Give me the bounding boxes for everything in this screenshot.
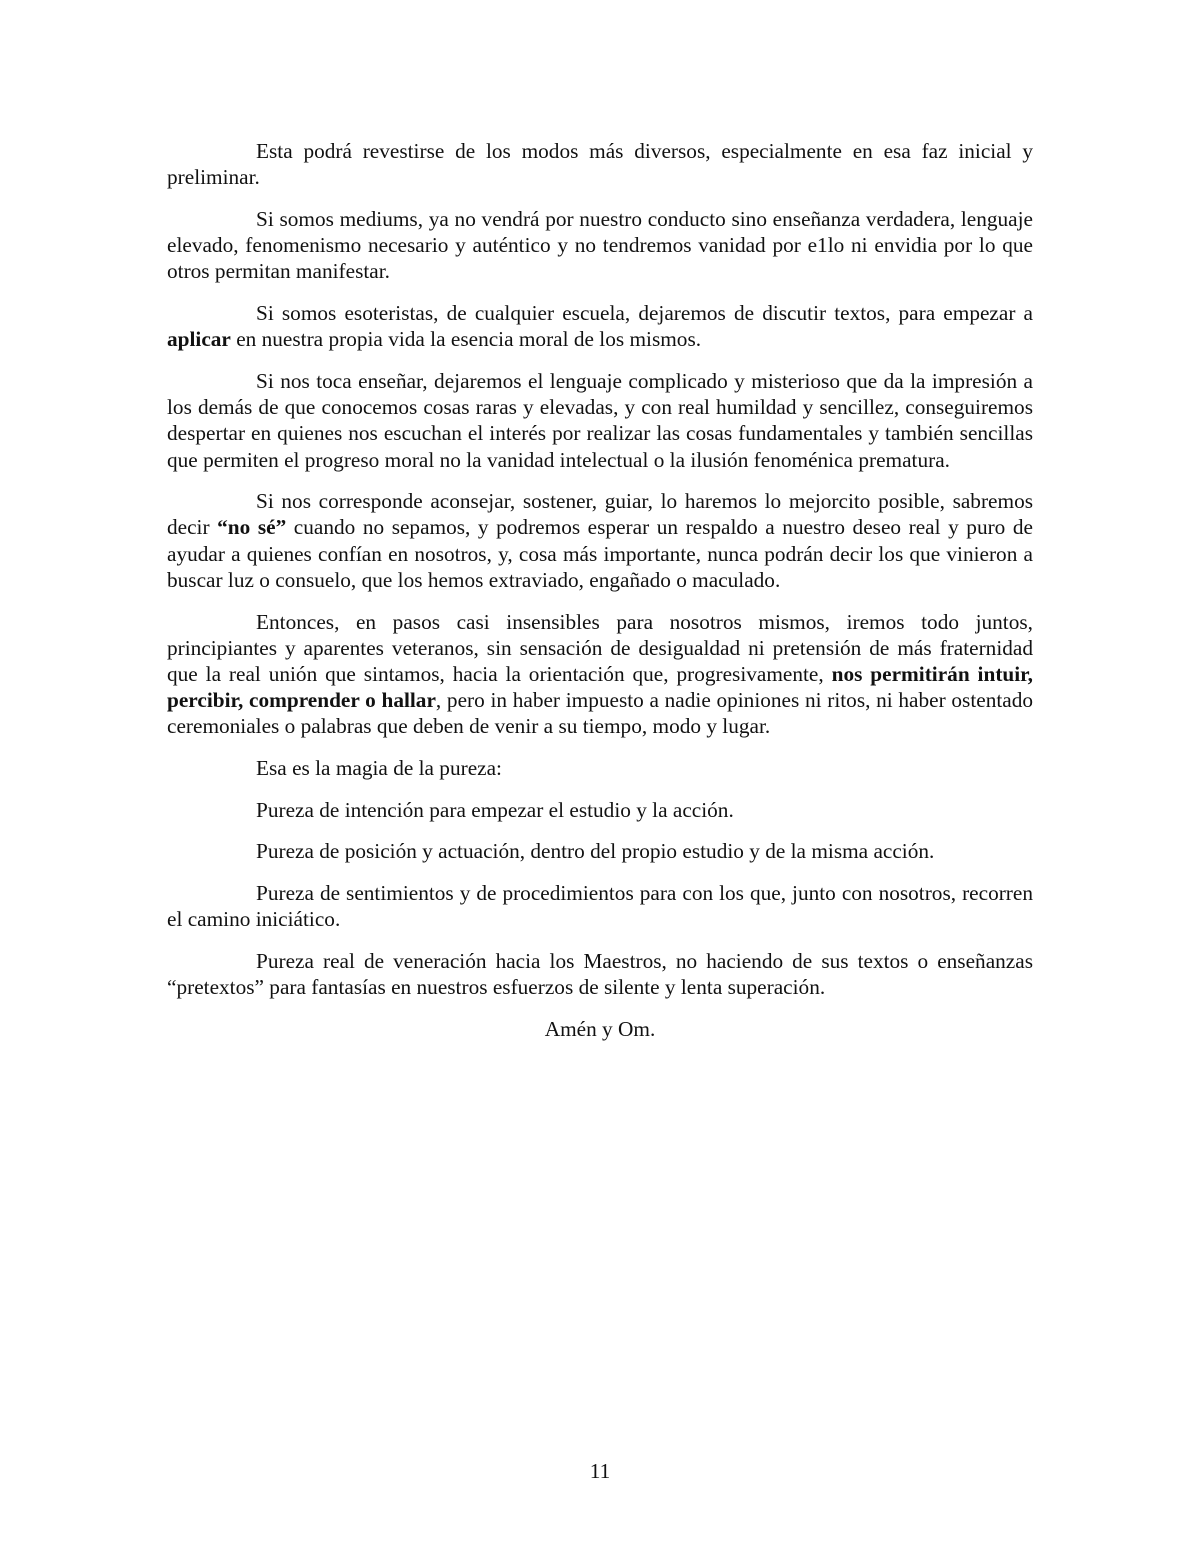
paragraph bbox=[167, 206, 1033, 285]
paragraph bbox=[167, 880, 1033, 932]
bold-text: aplicar bbox=[167, 327, 231, 352]
body-text bbox=[167, 138, 1033, 1000]
text-segment: Pureza de posición y actuación, dentro del propio estudio y de la misma acción. bbox=[256, 839, 935, 864]
bold-text: “no sé” bbox=[217, 515, 287, 540]
paragraph bbox=[167, 797, 1033, 823]
text-segment: Pureza real de veneración hacia los Maestros, no haciendo de sus textos o enseñanzas “pretextos” para fantasías en nuestros esfuerzos de silente y lenta superación. bbox=[167, 949, 1033, 1000]
paragraph bbox=[167, 138, 1033, 190]
paragraph bbox=[167, 488, 1033, 593]
text-segment: Si somos esoteristas, de cualquier escuela, dejaremos de discutir textos, para empezar a bbox=[256, 301, 1033, 326]
page-number: 11 bbox=[589, 1459, 611, 1483]
text-segment: , pero in haber impuesto a nadie opiniones ni ritos, ni haber ostentado ceremoniales o palabras que deben de venir a su tiempo, modo y lugar. bbox=[167, 688, 1034, 739]
paragraph bbox=[167, 948, 1033, 1000]
text-segment: Esa es la magia de la pureza: bbox=[256, 756, 502, 781]
text-segment: Si nos corresponde aconsejar, sostener, guiar, lo haremos lo mejorcito posible, sabremos decir bbox=[167, 489, 1033, 540]
document-page bbox=[167, 138, 1033, 1042]
paragraph bbox=[167, 838, 1033, 864]
bold-text: nos permitirán intuir, percibir, comprender o hallar bbox=[167, 661, 1033, 713]
text-segment: Entonces, en pasos casi insensibles para nosotros mismos, iremos todo juntos, principiantes y aparentes veteranos, sin sensación de desigualdad ni pretensión de más fraternidad que la real unión que sintamos, hacia la orientación que, progresivamente, bbox=[167, 609, 1033, 686]
paragraph bbox=[167, 300, 1033, 352]
paragraph bbox=[167, 755, 1033, 781]
closing-line: Amén y Om. bbox=[544, 1016, 656, 1041]
text-segment: en nuestra propia vida la esencia moral de los mismos. bbox=[230, 327, 702, 352]
text-segment: Pureza de intención para empezar el estudio y la acción. bbox=[256, 797, 734, 822]
text-segment: Pureza de sentimientos y de procedimientos para con los que, junto con nosotros, recorren el camino iniciático. bbox=[167, 881, 1033, 932]
text-segment: Esta podrá revestirse de los modos más diversos, especialmente en esa faz inicial y preliminar. bbox=[167, 139, 1033, 190]
text-segment: cuando no sepamos, y podremos esperar un respaldo a nuestro deseo real y puro de ayudar a quienes confían en nosotros, y, cosa más importante, nunca podrán decir los que vinieron a buscar luz o consuelo, que los hemos extraviado, engañado o maculado. bbox=[167, 515, 1033, 592]
paragraph bbox=[167, 609, 1033, 740]
text-segment: Si nos toca enseñar, dejaremos el lenguaje complicado y misterioso que da la impresión a los demás de que conocemos cosas raras y elevadas, y con real humildad y sencillez, conseguiremos despertar en quienes nos escuchan el interés por realizar las cosas fundamentales y también sencillas que permiten el progreso moral no la vanidad intelectual o la ilusión fenoménica prematura. bbox=[167, 368, 1033, 472]
paragraph bbox=[167, 368, 1033, 473]
text-segment: Si somos mediums, ya no vendrá por nuestro conducto sino enseñanza verdadera, lenguaje elevado, fenomenismo necesario y auténtico y no tendremos vanidad por e1lo ni envidia por lo que otros permitan manifestar. bbox=[167, 206, 1033, 284]
